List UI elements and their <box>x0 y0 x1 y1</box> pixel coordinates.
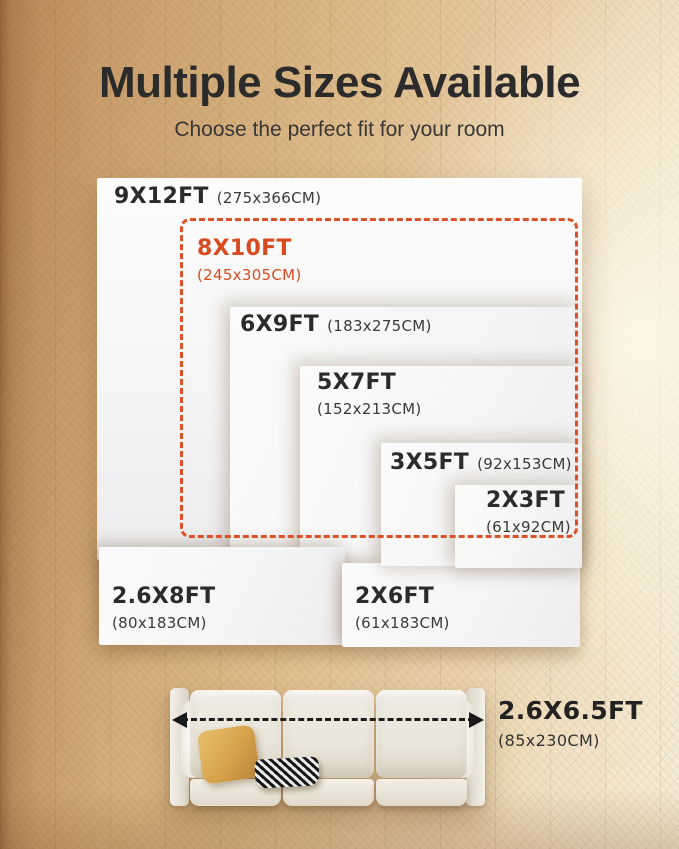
size-cm-9x12: (275x366CM) <box>216 189 322 207</box>
size-label-2x6 <box>355 584 450 632</box>
size-ft-9x12: 9X12FT <box>114 184 209 209</box>
size-label-2-6x8 <box>112 584 215 632</box>
size-ft-5x7: 5X7FT <box>317 370 397 395</box>
sofa-back-cushion <box>376 690 467 778</box>
size-label-3x5 <box>390 450 572 475</box>
size-label-9x12 <box>114 184 321 209</box>
sofa-top-view <box>170 688 485 808</box>
size-label-8x10-highlighted <box>197 236 302 284</box>
size-label-2x3 <box>486 488 571 536</box>
size-cm-2-6x8: (80x183CM) <box>112 614 207 632</box>
size-ft-6x9: 6X9FT <box>240 312 320 337</box>
size-label-6x9 <box>240 312 432 337</box>
dashed-measure-line <box>182 718 474 721</box>
size-ft-2-6x8: 2.6X8FT <box>112 584 216 609</box>
yellow-throw-pillow <box>197 724 261 784</box>
size-cm-8x10: (245x305CM) <box>197 266 302 284</box>
size-ft-8x10: 8X10FT <box>197 236 292 261</box>
size-ft-3x5: 3X5FT <box>390 450 470 475</box>
size-cm-3x5: (92x153CM) <box>477 455 572 473</box>
page-subtitle: Choose the perfect fit for your room <box>174 118 505 141</box>
sofa-size-ft: 2.6X6.5FT <box>498 696 643 725</box>
size-cm-2x6: (61x183CM) <box>355 614 450 632</box>
size-ft-2x6: 2X6FT <box>355 584 435 609</box>
size-cm-5x7: (152x213CM) <box>317 400 422 418</box>
sofa-size-cm: (85x230CM) <box>498 731 600 750</box>
checkered-throw-pillow <box>254 756 319 788</box>
size-ft-2x3: 2X3FT <box>486 488 566 513</box>
size-label-5x7 <box>317 370 422 418</box>
sofa-size-label <box>498 696 643 750</box>
page-title: Multiple Sizes Available <box>98 58 581 107</box>
sofa-width-measure-line <box>172 712 484 728</box>
sofa-seat-cushion <box>376 779 467 806</box>
size-cm-6x9: (183x275CM) <box>327 317 432 335</box>
size-cm-2x3: (61x92CM) <box>486 518 571 536</box>
arrow-right-icon <box>469 712 484 728</box>
